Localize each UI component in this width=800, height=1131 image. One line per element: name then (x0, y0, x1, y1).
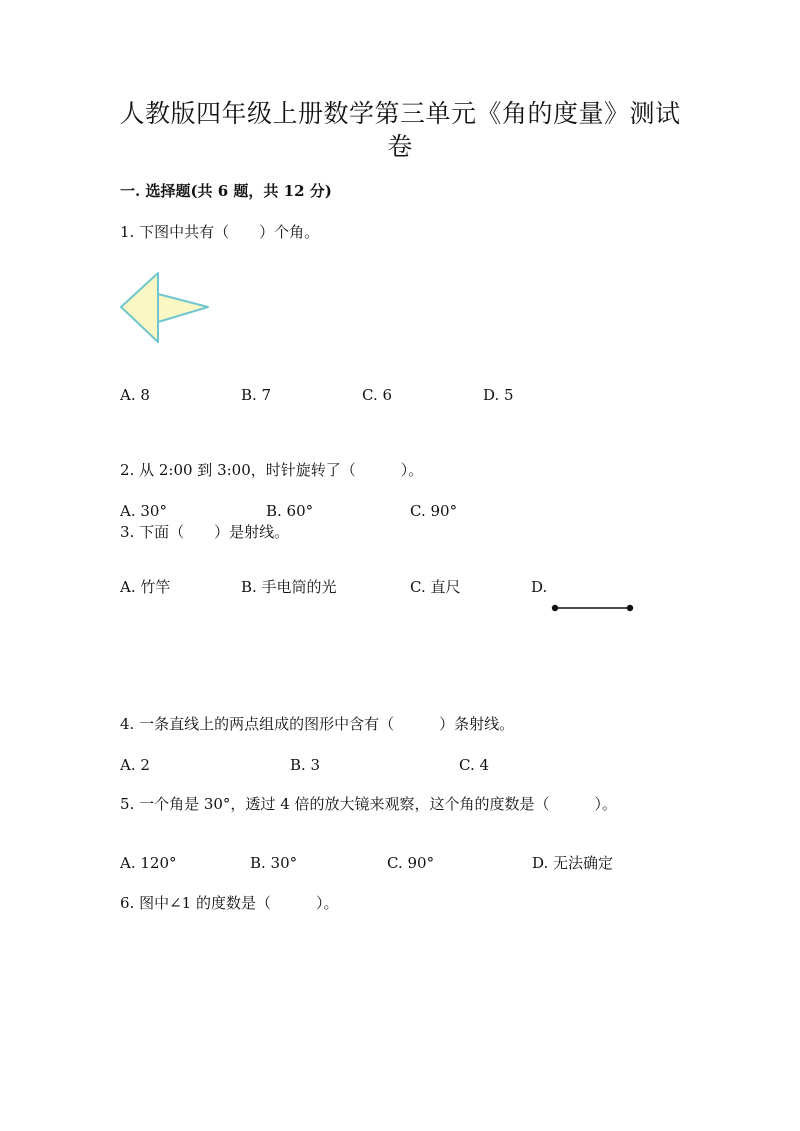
question-4-option-a: A. 2 (120, 756, 150, 774)
question-1-option-b: B. 7 (241, 386, 272, 404)
question-5-option-c: C. 90° (387, 854, 435, 872)
figure-triangle-large (121, 273, 158, 342)
question-1-option-d: D. 5 (483, 386, 514, 404)
segment-endpoint-right (627, 605, 633, 611)
question-4-option-b: B. 3 (290, 756, 321, 774)
question-1-option-a: A. 8 (120, 386, 150, 404)
section-header: 一. 选择题(共 6 题，共 12 分) (120, 182, 332, 200)
question-2-text: 2. 从 2:00 到 3:00，时针旋转了（ ）。 (120, 461, 424, 479)
question-3-option-d: D. (531, 578, 548, 596)
question-5-text: 5. 一个角是 30°，透过 4 倍的放大镜来观察，这个角的度数是（ ）。 (120, 795, 618, 813)
question-3-segment-figure (548, 600, 638, 616)
question-1-option-c: C. 6 (362, 386, 393, 404)
question-2-option-a: A. 30° (120, 502, 167, 520)
question-3-option-b: B. 手电筒的光 (241, 578, 337, 596)
question-5-option-b: B. 30° (250, 854, 298, 872)
segment-endpoint-left (552, 605, 558, 611)
question-6-text: 6. 图中∠1 的度数是（ ）。 (120, 894, 339, 912)
question-5-option-d: D. 无法确定 (532, 854, 614, 872)
question-3-text: 3. 下面（ ）是射线。 (120, 523, 290, 541)
question-5-option-a: A. 120° (120, 854, 177, 872)
question-4-option-c: C. 4 (459, 756, 490, 774)
page-title-line-2: 卷 (387, 132, 413, 161)
question-2-option-c: C. 90° (410, 502, 458, 520)
page-title-line-1: 人教版四年级上册数学第三单元《角的度量》测试 (119, 99, 681, 128)
question-4-text: 4. 一条直线上的两点组成的图形中含有（ ）条射线。 (120, 715, 515, 733)
question-3-option-a: A. 竹竿 (120, 578, 171, 596)
question-3-option-c: C. 直尺 (410, 578, 461, 596)
figure-triangle-small (158, 294, 208, 322)
question-1-text: 1. 下图中共有（ ）个角。 (120, 223, 320, 241)
question-1-figure (118, 270, 218, 345)
question-2-option-b: B. 60° (266, 502, 314, 520)
